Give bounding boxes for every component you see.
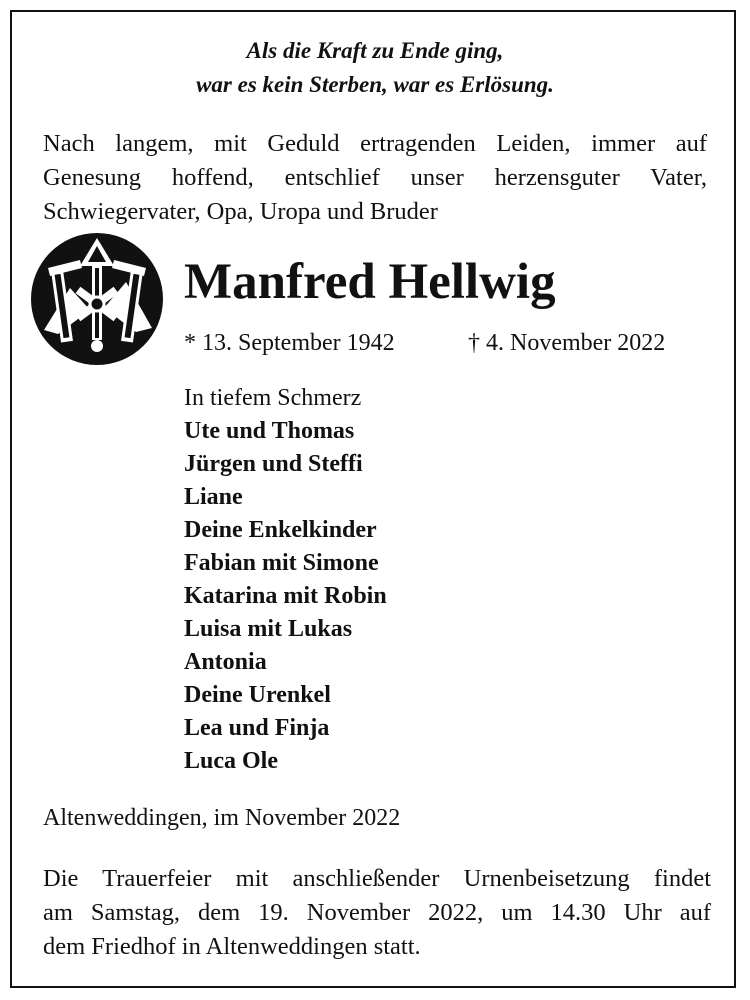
birth-date: * 13. September 1942 <box>184 330 395 356</box>
mourner-name: Deine Enkelkinder <box>184 517 377 543</box>
service-text <box>43 862 711 964</box>
mourners-lead: In tiefem Schmerz <box>184 385 362 411</box>
mourner-name: Luca Ole <box>184 748 278 774</box>
place-and-date: Altenweddingen, im November 2022 <box>43 805 401 831</box>
death-date: † 4. November 2022 <box>468 330 666 356</box>
mourner-name: Luisa mit Lukas <box>184 616 353 642</box>
motto-line-2: war es kein Sterben, war es Erlösung. <box>196 72 554 97</box>
motto-line-1: Als die Kraft zu Ende ging, <box>246 38 504 63</box>
service-line-1: Die Trauerfeier mit anschließender Urnenbeisetzung findet <box>43 865 711 892</box>
mourner-name: Antonia <box>184 649 267 675</box>
mourner-name: Liane <box>184 484 243 510</box>
mourner-name: Jürgen und Steffi <box>184 451 363 477</box>
deceased-name: Manfred Hellwig <box>184 254 556 310</box>
intro-line-2: Genesung hoffend, entschlief unser herzensguter Vater, <box>43 164 707 191</box>
service-line-2: am Samstag, dem 19. November 2022, um 14.30 Uhr auf <box>43 899 711 926</box>
intro-line-1: Nach langem, mit Geduld ertragenden Leiden, immer auf <box>43 130 707 157</box>
mourner-name: Ute und Thomas <box>184 418 355 444</box>
intro-line-3: Schwiegervater, Opa, Uropa und Bruder <box>43 198 438 225</box>
mourners-list <box>184 382 387 778</box>
mourner-name: Fabian mit Simone <box>184 550 379 576</box>
mourner-name: Katarina mit Robin <box>184 583 387 609</box>
service-line-3: dem Friedhof in Altenweddingen statt. <box>43 933 421 960</box>
miners-hammer-and-pick-emblem-icon <box>30 232 164 366</box>
mourner-name: Deine Urenkel <box>184 682 331 708</box>
mourner-name: Lea und Finja <box>184 715 330 741</box>
intro-text <box>43 127 707 229</box>
